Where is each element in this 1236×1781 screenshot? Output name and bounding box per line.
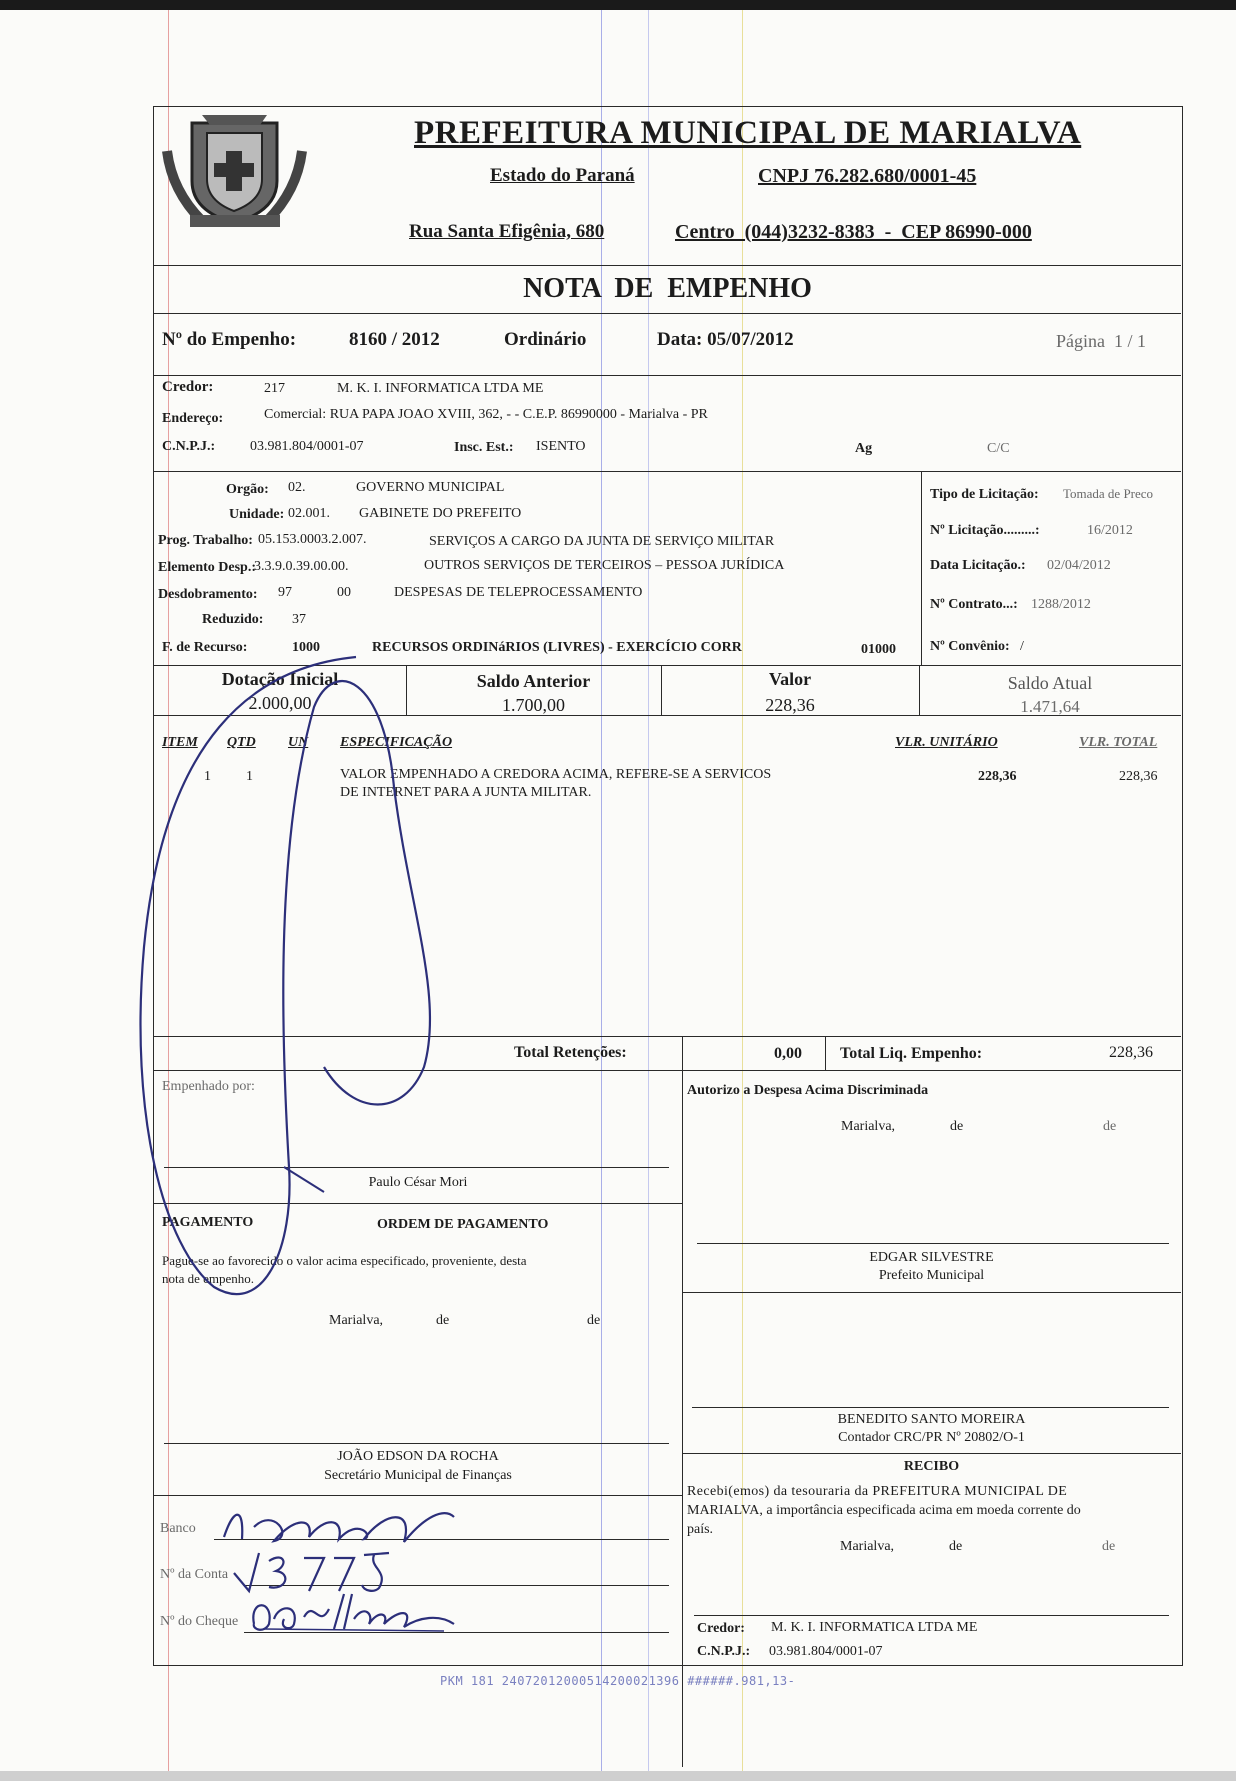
item-unit: 228,36 — [978, 769, 1017, 784]
items-header-unit: VLR. UNITÁRIO — [895, 735, 998, 750]
licitacao-num: 16/2012 — [1087, 523, 1133, 538]
credor-cnpj-label: C.N.P.J.: — [162, 439, 216, 454]
autorizo-title: Autorizo a Despesa Acima Discriminada — [687, 1083, 929, 1098]
empenho-number-label: Nº do Empenho: — [162, 329, 297, 350]
recibo-line1: Recebi(emos) da tesouraria da PREFEITURA MUNICIPAL DE — [687, 1484, 1068, 1499]
licitacao-num-label: Nº Licitação.........: — [930, 523, 1040, 538]
prog-code: 05.153.0003.2.007. — [258, 532, 367, 547]
recibo-cnpj-label: C.N.P.J.: — [697, 1644, 751, 1659]
handwritten-signature-loop — [124, 647, 504, 1327]
item-number: 1 — [204, 769, 211, 784]
reduzido: 37 — [292, 612, 306, 627]
footer-barcode-code: PKM 181 24072012000514200021396 ######.981,13- — [440, 1674, 796, 1688]
elem-code: 3.3.9.0.39.00.00. — [254, 559, 349, 574]
autorizo-name: EDGAR SILVESTRE — [869, 1250, 994, 1265]
pagamento-city: Marialva, — [329, 1313, 384, 1328]
empenho-page: Página 1 / 1 — [1056, 331, 1146, 351]
header-title: PREFEITURA MUNICIPAL DE MARIALVA — [414, 115, 1082, 151]
item-esp-line1: VALOR EMPENHADO A CREDORA ACIMA, REFERE-SE A SERVICOS — [340, 767, 772, 782]
recibo-credor: M. K. I. INFORMATICA LTDA ME — [771, 1620, 978, 1635]
empenho-number: 8160 / 2012 — [349, 329, 440, 350]
licitacao-data-label: Data Licitação.: — [930, 558, 1026, 573]
divider — [682, 1292, 1181, 1293]
credor-ag: Ag — [855, 441, 873, 456]
valor-value: 228,36 — [765, 695, 815, 715]
credor-code: 217 — [264, 381, 285, 396]
pagamento-text2: nota de empenho. — [162, 1271, 255, 1286]
scan-top-band — [0, 0, 1236, 10]
unidade-code: 02.001. — [288, 506, 330, 521]
recibo-credor-label: Credor: — [697, 1621, 745, 1636]
recibo-cnpj: 03.981.804/0001-07 — [769, 1644, 883, 1659]
prog: SERVIÇOS A CARGO DA JUNTA DE SERVIÇO MILITAR — [429, 534, 775, 549]
unidade-label: Unidade: — [229, 507, 285, 522]
autorizo-de2: de — [1103, 1119, 1117, 1134]
licitacao-tipo: Tomada de Preco — [1063, 486, 1154, 501]
licitacao-convenio-label: Nº Convênio: — [930, 639, 1010, 654]
dotacao-label: Dotação Inicial — [221, 669, 339, 689]
licitacao-tipo-label: Tipo de Licitação: — [930, 487, 1039, 502]
signature-line — [694, 1615, 1169, 1616]
dotacao-value: 2.000,00 — [248, 693, 312, 713]
credor-cnpj: 03.981.804/0001-07 — [250, 439, 364, 454]
elem-label: Elemento Desp.: — [158, 560, 256, 575]
orgao: GOVERNO MUNICIPAL — [356, 480, 505, 495]
elem: OUTROS SERVIÇOS DE TERCEIROS – PESSOA JURÍDICA — [424, 558, 785, 573]
credor-insc-label: Insc. Est.: — [454, 440, 514, 455]
divider — [154, 313, 1181, 314]
licitacao-convenio: / — [1020, 639, 1024, 654]
pagamento-label: PAGAMENTO — [162, 1215, 254, 1230]
coat-of-arms-logo — [162, 111, 307, 231]
empenhado-label: Empenhado por: — [162, 1079, 255, 1094]
desd: DESPESAS DE TELEPROCESSAMENTO — [394, 585, 643, 600]
handwritten-cheque-number — [244, 1589, 464, 1639]
reduzido-label: Reduzido: — [202, 612, 264, 627]
pagamento-de2: de — [587, 1313, 601, 1328]
signature-line — [164, 1443, 669, 1444]
recibo-line2: MARIALVA, a importância especificada acima em moeda corrente do — [687, 1503, 1081, 1518]
fonte: RECURSOS ORDINáRIOS (LIVRES) - EXERCÍCIO CORR — [372, 640, 742, 655]
total-liq-label: Total Liq. Empenho: — [840, 1045, 983, 1062]
items-header-item: ITEM — [162, 735, 198, 750]
divider — [682, 1453, 1181, 1454]
autorizo-role: Prefeito Municipal — [878, 1268, 985, 1283]
credor-address: Comercial: RUA PAPA JOAO XVIII, 362, - - C.E.P. 86990000 - Marialva - PR — [264, 407, 708, 422]
saldo-atual-label: Saldo Atual — [1007, 673, 1093, 693]
items-header-esp: ESPECIFICAÇÃO — [340, 735, 453, 750]
prog-label: Prog. Trabalho: — [158, 533, 253, 548]
pagamento-de1: de — [436, 1313, 450, 1328]
divider — [154, 471, 1181, 472]
desd-b: 00 — [337, 585, 351, 600]
empenho-date: Data: 05/07/2012 — [657, 329, 794, 350]
orgao-label: Orgão: — [226, 482, 269, 497]
total-liq-value: 228,36 — [1109, 1044, 1153, 1061]
recibo-de2: de — [1102, 1539, 1116, 1554]
unidade: GABINETE DO PREFEITO — [359, 506, 522, 521]
header-cnpj: CNPJ 76.282.680/0001-45 — [758, 165, 977, 187]
header-address: Rua Santa Efigênia, 680 — [409, 221, 605, 242]
orgao-code: 02. — [288, 480, 306, 495]
autorizo-city: Marialva, — [841, 1119, 896, 1134]
divider — [154, 1495, 682, 1496]
items-header-total: VLR. TOTAL — [1079, 735, 1158, 750]
licitacao-data: 02/04/2012 — [1047, 558, 1111, 573]
signature-line — [692, 1407, 1169, 1408]
empenho-form — [153, 106, 1183, 1666]
items-header-un: UN — [288, 735, 309, 750]
credor-cc: C/C — [987, 441, 1010, 456]
credor-label: Credor: — [162, 379, 214, 395]
credor-insc: ISENTO — [536, 439, 586, 454]
item-qtd: 1 — [246, 769, 253, 784]
empenhado-name: Paulo César Mori — [368, 1175, 468, 1190]
contador-role: Contador CRC/PR Nº 20802/O-1 — [838, 1430, 1025, 1445]
item-esp-line2: DE INTERNET PARA A JUNTA MILITAR. — [340, 785, 592, 800]
doc-title: NOTA DE EMPENHO — [523, 273, 812, 304]
saldo-atual-value: 1.471,64 — [1020, 697, 1080, 716]
desd-a: 97 — [278, 585, 292, 600]
recibo-de1: de — [949, 1539, 963, 1554]
credor-address-label: Endereço: — [162, 411, 224, 426]
banco-label: Banco — [160, 1521, 196, 1536]
recibo-line3: país. — [687, 1522, 714, 1537]
saldo-anterior-label: Saldo Anterior — [476, 671, 591, 691]
credor-name: M. K. I. INFORMATICA LTDA ME — [337, 381, 544, 396]
fonte-num: 01000 — [861, 642, 896, 657]
fonte-label: F. de Recurso: — [162, 640, 248, 655]
desd-label: Desdobramento: — [158, 587, 258, 602]
saldo-anterior-value: 1.700,00 — [502, 695, 565, 715]
empenho-type: Ordinário — [504, 329, 587, 350]
fonte-code: 1000 — [292, 640, 320, 655]
pagamento-title: ORDEM DE PAGAMENTO — [377, 1217, 549, 1232]
item-total: 228,36 — [1119, 769, 1158, 784]
signature-line — [697, 1243, 1169, 1244]
header-district-phone: Centro (044)3232-8383 - CEP 86990-000 — [675, 221, 1032, 243]
scan-bottom-band — [0, 1771, 1236, 1781]
contador-name: BENEDITO SANTO MOREIRA — [837, 1412, 1026, 1427]
valor-label: Valor — [768, 669, 812, 689]
licitacao-contrato-label: Nº Contrato...: — [930, 597, 1018, 612]
pagamento-role: Secretário Municipal de Finanças — [324, 1468, 512, 1483]
divider — [825, 1036, 826, 1070]
total-retencoes-label: Total Retenções: — [514, 1044, 627, 1061]
licitacao-contrato: 1288/2012 — [1031, 597, 1091, 612]
pagamento-name: JOÃO EDSON DA ROCHA — [337, 1449, 499, 1464]
header-state: Estado do Paraná — [490, 165, 635, 186]
cheque-label: Nº do Cheque — [160, 1614, 239, 1629]
autorizo-de1: de — [950, 1119, 964, 1134]
pagamento-text1: Pague-se ao favorecido o valor acima especificado, proveniente, desta — [162, 1253, 527, 1268]
divider — [682, 1036, 683, 1767]
items-header-qtd: QTD — [227, 735, 256, 750]
divider — [921, 471, 922, 665]
conta-label: Nº da Conta — [160, 1567, 229, 1582]
divider — [154, 375, 1181, 376]
recibo-title: RECIBO — [903, 1459, 960, 1474]
divider — [154, 265, 1181, 266]
total-retencoes-value: 0,00 — [774, 1045, 802, 1062]
recibo-city: Marialva, — [840, 1539, 895, 1554]
